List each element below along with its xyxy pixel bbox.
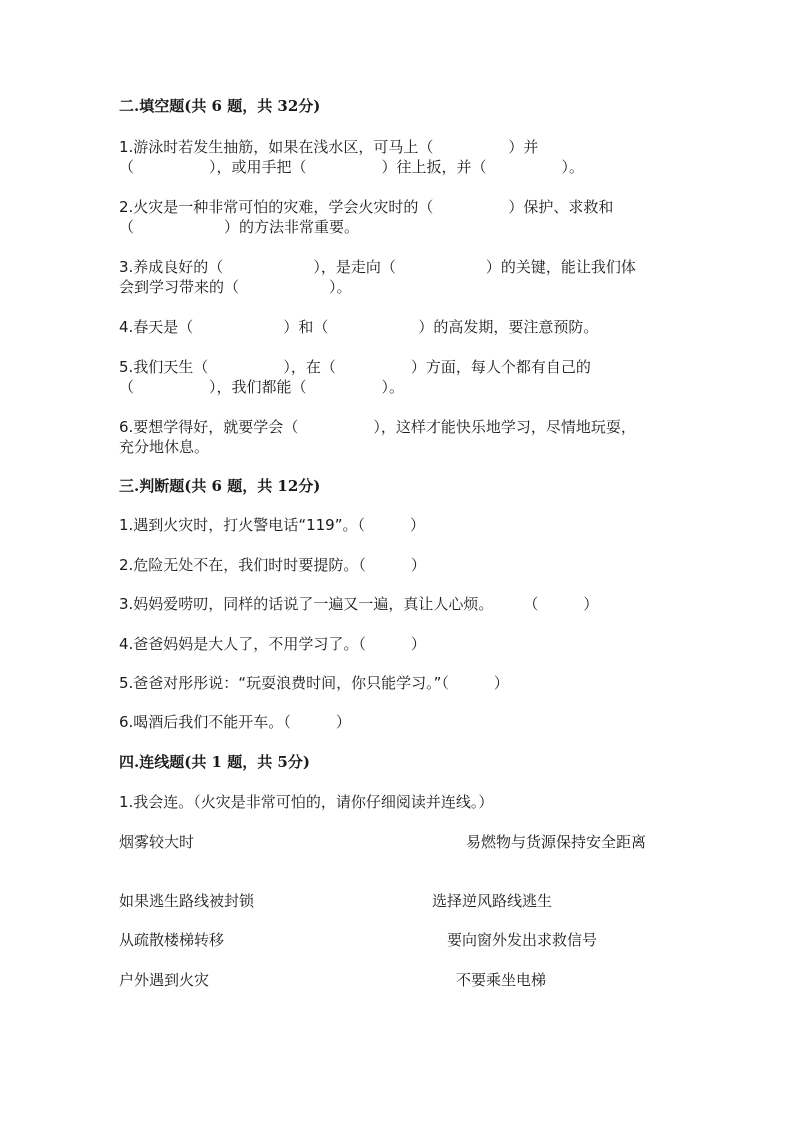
judge-q3: 3.妈妈爱唠叨，同样的话说了一遍又一遍，真让人心烦。 （ ） xyxy=(119,595,599,613)
judge-q1: 1.遇到火灾时，打火警电话“119”。（ ） xyxy=(119,516,425,534)
match-section-heading: 四.连线题(共 1 题，共 5分) xyxy=(119,753,310,771)
fill-q3-line1: 3.养成良好的（ ），是走向（ ）的关键，能让我们体 xyxy=(119,258,636,276)
fill-q5-line1: 5.我们天生（ ），在（ ）方面，每人个都有自己的 xyxy=(119,358,591,376)
fill-section-heading: 二.填空题(共 6 题，共 32分) xyxy=(119,97,321,115)
fill-q2-line2: （ ）的方法非常重要。 xyxy=(119,218,360,236)
match-q1: 1.我会连。（火灾是非常可怕的，请你仔细阅读并连线。） xyxy=(119,793,494,811)
judge-q2: 2.危险无处不在，我们时时要提防。（ ） xyxy=(119,556,426,574)
fill-q5-line2: （ ），我们都能（ ）。 xyxy=(119,378,405,396)
fill-q6-line1: 6.要想学得好，就要学会（ ），这样才能快乐地学习，尽情地玩耍， xyxy=(119,418,636,436)
match-right-item-2: 选择逆风路线逃生 xyxy=(432,892,553,910)
match-right-item-3: 要向窗外发出求救信号 xyxy=(447,931,598,949)
match-right-item-4: 不要乘坐电梯 xyxy=(456,971,547,989)
match-left-item-3: 从疏散楼梯转移 xyxy=(119,931,225,949)
match-left-item-4: 户外遇到火灾 xyxy=(119,971,210,989)
match-left-item-1: 烟雾较大时 xyxy=(119,833,195,851)
fill-q6-line2: 充分地休息。 xyxy=(119,438,210,456)
fill-q2-line1: 2.火灾是一种非常可怕的灾难，学会火灾时的（ ）保护、求救和 xyxy=(119,198,614,216)
judge-q5: 5.爸爸对彤彤说：“玩耍浪费时间，你只能学习。”（ ） xyxy=(119,674,509,692)
fill-q1-line2: （ ），或用手把（ ）往上扳，并（ ）。 xyxy=(119,158,585,176)
fill-q3-line2: 会到学习带来的（ ）。 xyxy=(119,278,352,296)
fill-q1-line1: 1.游泳时若发生抽筋，如果在浅水区，可马上（ ）并 xyxy=(119,138,539,156)
match-right-item-1: 易燃物与货源保持安全距离 xyxy=(466,833,647,851)
match-left-item-2: 如果逃生路线被封锁 xyxy=(119,892,255,910)
fill-q4-line1: 4.春天是（ ）和（ ）的高发期，要注意预防。 xyxy=(119,318,599,336)
judge-q6: 6.喝酒后我们不能开车。（ ） xyxy=(119,713,351,731)
judge-section-heading: 三.判断题(共 6 题，共 12分) xyxy=(119,477,321,495)
judge-q4: 4.爸爸妈妈是大人了，不用学习了。（ ） xyxy=(119,635,426,653)
